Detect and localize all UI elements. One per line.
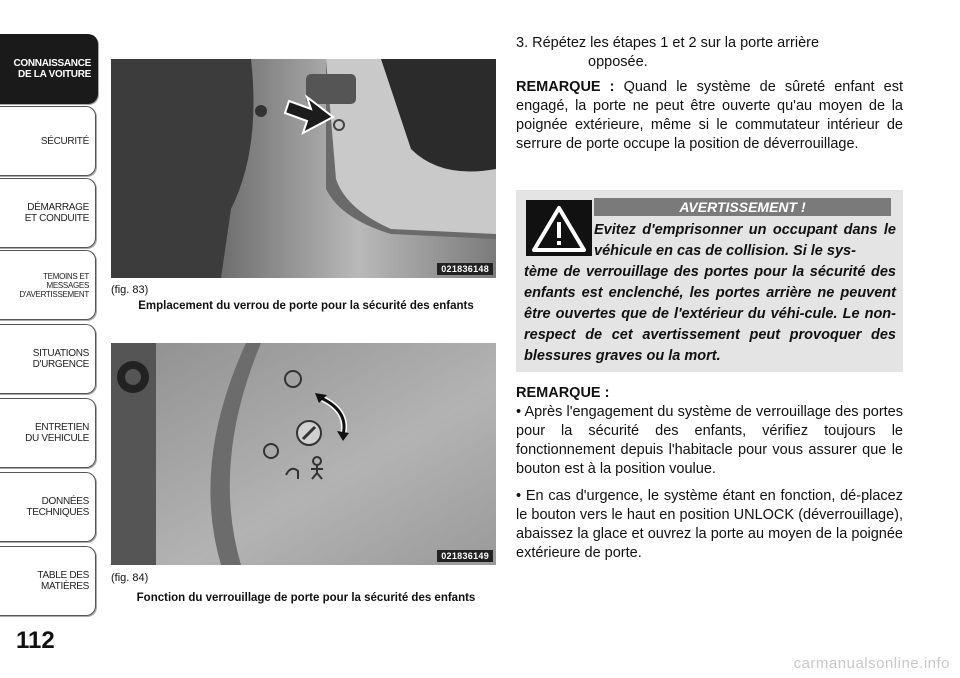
warning-rest: tème de verrouillage des portes pour la sécurité des enfants est enclenché, les portes arrière ne peuvent être ouvertes que de l'extérieur du véhi-cule. Le non-respect de cet avertissement peut provoquer des blessures graves ou la mort. [524,264,896,364]
bullet-2: • En cas d'urgence, le système étant en fonction, dé-placez le bouton vers le haut en position UNLOCK (déverrouillage), abaissez la glace et ouvrez la porte au moyen de la poignée extérieure de porte. [516,488,903,561]
warning-title: AVERTISSEMENT ! [594,198,891,216]
figure-code: 021836148 [437,263,493,275]
remark-1 [516,78,903,154]
watermark: carmanualsonline.info [793,655,950,672]
tab-table-matieres[interactable]: TABLE DES MATIÈRES [0,546,96,616]
remark-2-label: REMARQUE : [516,385,610,401]
door-lock-function-illustration [111,343,496,565]
figure-84-label: (fig. 84) [111,572,149,584]
warning-first-lines: Evitez d'emprisonner un occupant dans le véhicule en cas de collision. Si le sys- [594,222,896,259]
warning-text [524,220,896,367]
remark-2 [516,384,903,563]
figure-84-caption: Fonction du verrouillage de porte pour la sécurité des enfants [136,592,476,604]
remark-1-text: Quand le système de sûreté enfant est engagé, la porte ne peut être ouverte qu'au moyen de la poignée extérieure, même si le commutateur intérieur de serrure de porte occupe la position de déverrouillage. [516,79,903,152]
tab-donnees[interactable]: DONNÉES TECHNIQUES [0,472,96,542]
step-3-line1: 3. Répétez les étapes 1 et 2 sur la porte arrière [516,35,820,51]
tab-securite[interactable]: SÉCURITÉ [0,106,96,176]
figure-83-image [111,59,496,278]
tab-temoins[interactable]: TEMOINS ET MESSAGES D'AVERTISSEMENT [0,250,96,320]
tab-entretien[interactable]: ENTRETIEN DU VEHICULE [0,398,96,468]
remark-1-label: REMARQUE : [516,79,615,95]
figure-83-label: (fig. 83) [111,284,149,296]
tab-situations[interactable]: SITUATIONS D'URGENCE [0,324,96,394]
chapter-sidebar [0,0,104,678]
tab-connaissance[interactable]: CONNAISSANCE DE LA VOITURE [0,34,98,104]
step-3-line2: opposée. [588,54,648,70]
figure-code: 021836149 [437,550,493,562]
page-number: 112 [16,627,55,654]
bullet-1: • Après l'engagement du système de verrouillage des portes pour la sécurité des enfants, vérifiez toujours le fonctionnement depuis l'habitacle pour vous assurer que le bouton est à la position voulue. [516,404,903,477]
tab-demarrage[interactable]: DÉMARRAGE ET CONDUITE [0,178,96,248]
door-lock-location-illustration [111,59,496,278]
figure-83-caption: Emplacement du verrou de porte pour la sécurité des enfants [138,300,474,312]
step-3 [516,34,903,72]
figure-84-image [111,343,496,565]
warning-box [516,190,903,372]
